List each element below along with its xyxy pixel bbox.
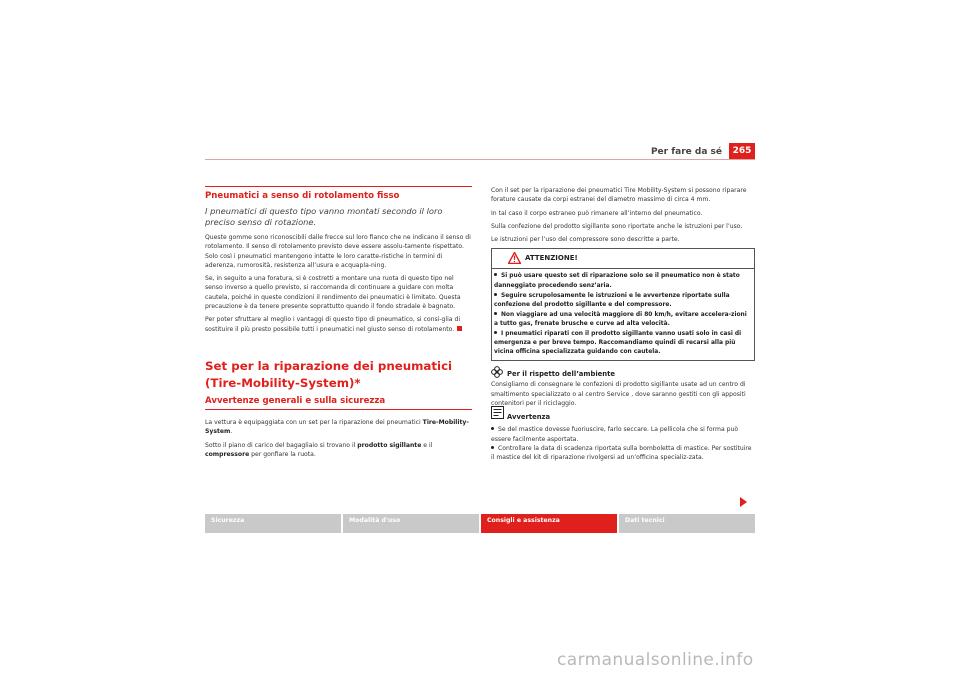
paragraph-text: . bbox=[230, 428, 233, 436]
right-column bbox=[491, 186, 755, 462]
footer-tab-modalita-uso[interactable]: Modalità d'uso bbox=[343, 514, 479, 533]
footer-tab-sicurezza[interactable]: Sicurezza bbox=[205, 514, 341, 533]
left-column bbox=[205, 186, 472, 463]
warning-item bbox=[494, 292, 752, 310]
note-icon bbox=[491, 406, 504, 419]
bold-term: compressore bbox=[205, 450, 250, 458]
paragraph-text: Per poter sfruttare al meglio i vantaggi di questo tipo di pneumatico, si consi-glia di sostituire il più presto possibile tutti i pneumatici nel giusto senso di rotolamento. bbox=[205, 316, 461, 333]
paragraph-text: per gonfiare la ruota. bbox=[249, 450, 316, 458]
environment-heading bbox=[491, 369, 755, 379]
section-rule bbox=[205, 409, 472, 410]
header-rule bbox=[205, 159, 755, 160]
paragraph-text: La vettura è equipaggiata con un set per la riparazione dei pneumatici bbox=[205, 418, 423, 426]
section-title-directional-tyres: Pneumatici a senso di rotolamento fisso bbox=[205, 191, 400, 201]
environment-text: Consigliamo di consegnare le confezioni di prodotto sigillante usate ad un centro di smaltimento specializzato o al centro Service , dove saranno gestiti con gli appositi contenitori per il riciclaggio. bbox=[491, 381, 746, 407]
section-intro: I pneumatici di questo tipo vanno montati secondo il loro preciso senso di rotazione. bbox=[205, 206, 443, 227]
watermark: carmanualsonline.info bbox=[557, 650, 754, 670]
warning-box bbox=[491, 248, 755, 361]
section-title-general-notes: Avvertenze generali e sulla sicurezza bbox=[205, 395, 386, 406]
paragraph-text: e il bbox=[421, 441, 433, 449]
footer-tab-dati-tecnici[interactable]: Dati tecnici bbox=[619, 514, 755, 533]
bold-term: Tire-Mobility-System bbox=[205, 418, 469, 436]
bullet-icon bbox=[494, 312, 497, 315]
paragraph-text: Sotto il piano di carico del bagagliaio si trovano il bbox=[205, 441, 358, 449]
warning-title: ATTENZIONE! bbox=[525, 254, 578, 263]
warning-item bbox=[494, 330, 752, 357]
note-heading bbox=[491, 412, 755, 422]
environment-title: Per il rispetto dell’ambiente bbox=[507, 370, 615, 379]
bullet-icon bbox=[494, 293, 497, 296]
warning-item-text: Si può usare questo set di riparazione solo se il pneumatico non è stato danneggiato procedendo senz’aria. bbox=[494, 273, 740, 289]
page-number: 265 bbox=[729, 143, 755, 160]
note-item-text: Se del mastice dovesse fuoriuscire, farlo seccare. La pellicola che si forma può essere facilmente asportata. bbox=[491, 426, 739, 443]
paragraph bbox=[205, 315, 472, 334]
paragraph: Se, in seguito a una foratura, si è costretti a montare una ruota di questo tipo nel senso inverso a quello previsto, si raccomanda di continuare a guidare con molta cautela, poiché in queste condizioni il rendimento dei pneumatici è limitato. Questa precauzione è da tenere presente soprattutto quando il fondo stradale è bagnato. bbox=[205, 275, 461, 311]
paragraph bbox=[205, 441, 472, 460]
section-rule bbox=[205, 186, 472, 187]
paragraph: Sulla confezione del prodotto sigillante sono riportate anche le istruzioni per l’uso. bbox=[491, 222, 743, 230]
footer-tab-consigli-assistenza[interactable]: Consigli e assistenza bbox=[481, 514, 617, 533]
warning-item bbox=[494, 272, 752, 290]
paragraph: Con il set per la riparazione dei pneumatici Tire Mobility-System si possono riparare forature causate da corpi estranei del diametro massimo di circa 4 mm. bbox=[491, 187, 747, 204]
chapter-title-tire-mobility-system: Set per la riparazione dei pneumatici (Tire-Mobility-System)* bbox=[205, 358, 453, 390]
environment-flower-icon bbox=[491, 366, 503, 378]
warning-item-text: Seguire scrupolosamente le istruzioni e le avvertenze riportate sulla confezione del prodotto sigillante e del compressore. bbox=[494, 292, 730, 308]
paragraph: In tal caso il corpo estraneo può rimanere all’interno del pneumatico. bbox=[491, 209, 703, 217]
warning-body bbox=[492, 269, 754, 360]
warning-item-text: Non viaggiare ad una velocità maggiore di 80 km/h, evitare accelera-zioni a tutto gas, frenate brusche e curve ad alta velocità. bbox=[494, 311, 747, 327]
bullet-icon bbox=[494, 273, 497, 276]
paragraph: Queste gomme sono riconoscibili dalle frecce sul loro fianco che ne indicano il senso di rotolamento. Il senso di rotolamento previsto deve essere assolu-tamente rispettato. Solo così i pneumatici mantengono intatte le loro caratte-ristiche in termini di aderenza, rumorosità, resistenza all’usura e acquapla-ning. bbox=[205, 234, 471, 269]
bullet-icon bbox=[494, 331, 497, 334]
warning-item-text: I pneumatici riparati con il prodotto sigillante vanno usati solo in casi di emergenza e per breve tempo. Raccomandiamo quindi di recarsi alla più vicina officina specializzata guidando con cautela. bbox=[494, 331, 742, 356]
note-item bbox=[491, 425, 755, 444]
section-end-mark bbox=[457, 326, 462, 331]
note-title: Avvertenza bbox=[507, 413, 551, 422]
warning-header bbox=[492, 249, 754, 269]
warning-item bbox=[494, 311, 752, 329]
warning-triangle-icon bbox=[508, 252, 521, 267]
bold-term: prodotto sigillante bbox=[357, 441, 422, 449]
running-title: Per fare da sé bbox=[650, 147, 722, 157]
bullet-icon bbox=[491, 427, 494, 430]
paragraph bbox=[205, 418, 472, 437]
note-item bbox=[491, 444, 755, 463]
paragraph: Le istruzioni per l’uso del compressore sono descritte a parte. bbox=[491, 236, 680, 244]
next-page-arrow-icon[interactable] bbox=[740, 497, 747, 507]
bullet-icon bbox=[491, 446, 494, 449]
note-item-text: Controllare la data di scadenza riportata sulla bomboletta di mastice. Per sostituire il mastice del kit di riparazione rivolgersi ad un’officina specializ-zata. bbox=[491, 444, 752, 462]
